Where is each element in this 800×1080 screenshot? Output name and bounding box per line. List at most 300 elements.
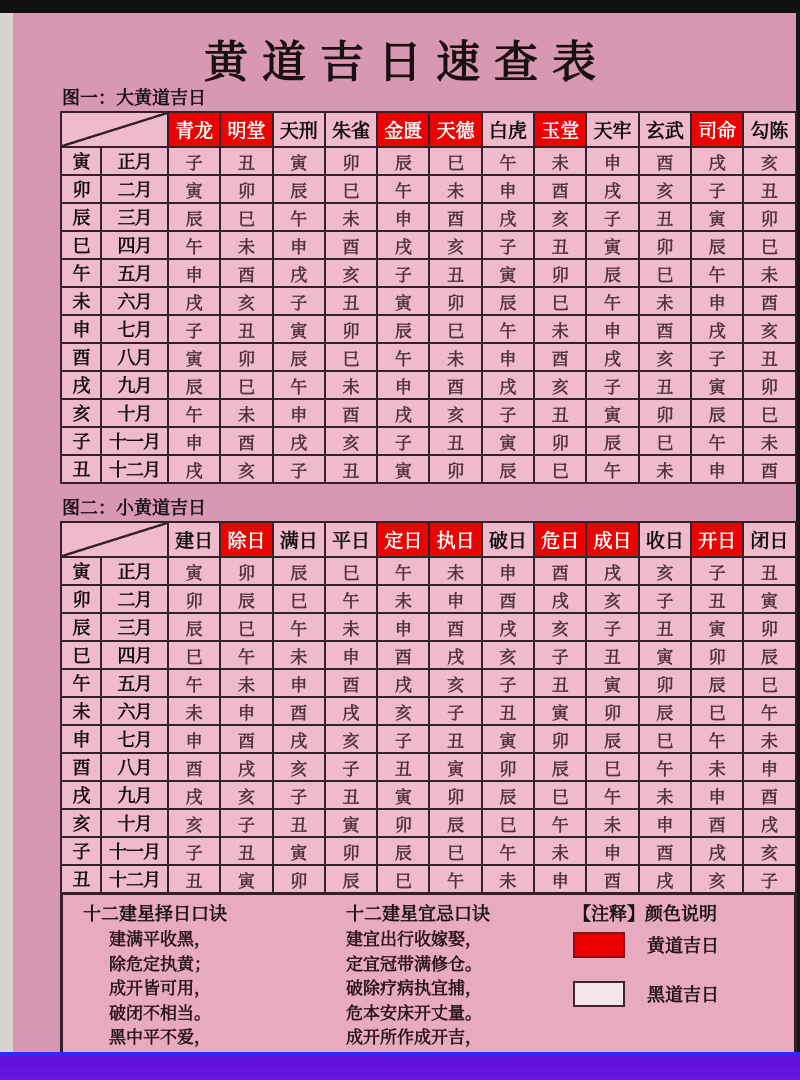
data-cell: 卯 [220, 343, 272, 371]
data-cell: 戌 [482, 203, 534, 231]
data-cell: 寅 [220, 865, 272, 893]
table-row [61, 781, 796, 809]
data-cell: 申 [639, 809, 691, 837]
data-cell: 亥 [429, 399, 481, 427]
data-cell: 寅 [377, 781, 429, 809]
data-cell: 辰 [743, 641, 795, 669]
data-cell: 子 [220, 809, 272, 837]
data-cell: 卯 [586, 697, 638, 725]
data-cell: 丑 [273, 809, 325, 837]
data-cell: 卯 [429, 781, 481, 809]
data-cell: 子 [273, 455, 325, 483]
table-row [61, 809, 796, 837]
data-cell: 寅 [691, 613, 743, 641]
data-cell: 申 [168, 259, 220, 287]
month-cell: 二月 [101, 585, 168, 613]
data-cell: 未 [482, 865, 534, 893]
data-cell: 辰 [691, 231, 743, 259]
data-cell: 午 [168, 231, 220, 259]
data-cell: 子 [168, 147, 220, 175]
branch-cell: 巳 [61, 231, 101, 259]
data-cell: 戌 [168, 287, 220, 315]
section-label-minor: 图二：小黄道吉日 [62, 498, 206, 518]
data-cell: 丑 [586, 641, 638, 669]
data-cell: 申 [273, 669, 325, 697]
data-cell: 丑 [429, 427, 481, 455]
column-header: 天德 [429, 112, 481, 147]
month-cell: 九月 [101, 781, 168, 809]
data-cell: 卯 [429, 455, 481, 483]
data-cell: 亥 [482, 641, 534, 669]
data-cell: 寅 [534, 697, 586, 725]
data-cell: 午 [377, 175, 429, 203]
data-cell: 申 [325, 641, 377, 669]
data-cell: 戌 [482, 371, 534, 399]
data-cell: 亥 [325, 259, 377, 287]
data-cell: 寅 [639, 641, 691, 669]
data-cell: 午 [273, 371, 325, 399]
data-cell: 申 [743, 753, 795, 781]
data-cell: 巳 [534, 455, 586, 483]
page-title: 黄道吉日速查表 [204, 38, 610, 87]
data-cell: 卯 [220, 175, 272, 203]
data-cell: 巳 [534, 781, 586, 809]
branch-cell: 午 [61, 259, 101, 287]
branch-cell: 未 [61, 697, 101, 725]
data-cell: 戌 [586, 175, 638, 203]
data-cell: 戌 [273, 259, 325, 287]
data-cell: 丑 [325, 455, 377, 483]
data-cell: 戌 [429, 641, 481, 669]
table-row [61, 641, 796, 669]
data-cell: 未 [220, 399, 272, 427]
data-cell: 子 [691, 343, 743, 371]
data-cell: 戌 [377, 669, 429, 697]
data-cell: 卯 [743, 371, 795, 399]
data-cell: 申 [377, 203, 429, 231]
data-cell: 未 [743, 427, 795, 455]
rhyme-line: 成开所作成开吉， [346, 1028, 482, 1048]
month-cell: 十二月 [101, 865, 168, 893]
data-cell: 戌 [534, 585, 586, 613]
data-cell: 丑 [220, 315, 272, 343]
data-cell: 卯 [482, 753, 534, 781]
data-cell: 午 [482, 315, 534, 343]
data-cell: 丑 [691, 585, 743, 613]
data-cell: 巳 [220, 613, 272, 641]
table-row [61, 259, 796, 287]
data-cell: 午 [482, 837, 534, 865]
month-cell: 五月 [101, 669, 168, 697]
month-cell: 四月 [101, 231, 168, 259]
data-cell: 午 [220, 641, 272, 669]
branch-cell: 寅 [61, 557, 101, 585]
data-cell: 未 [429, 343, 481, 371]
data-cell: 丑 [534, 669, 586, 697]
data-cell: 戌 [586, 557, 638, 585]
data-cell: 子 [168, 837, 220, 865]
data-cell: 酉 [534, 343, 586, 371]
data-cell: 酉 [325, 399, 377, 427]
data-cell: 子 [691, 557, 743, 585]
data-cell: 戌 [639, 865, 691, 893]
column-header: 闭日 [743, 522, 795, 557]
data-cell: 巳 [325, 175, 377, 203]
data-cell: 卯 [220, 557, 272, 585]
data-cell: 酉 [743, 455, 795, 483]
data-cell: 辰 [168, 613, 220, 641]
data-cell: 辰 [482, 287, 534, 315]
data-cell: 酉 [220, 427, 272, 455]
rhyme-line: 破除疗病执宜捕， [346, 979, 482, 999]
branch-cell: 亥 [61, 399, 101, 427]
branch-cell: 丑 [61, 865, 101, 893]
month-cell: 七月 [101, 315, 168, 343]
branch-cell: 辰 [61, 613, 101, 641]
bottom-progress-bar [0, 1052, 800, 1080]
column-header: 除日 [220, 522, 272, 557]
data-cell: 戌 [168, 455, 220, 483]
header-row [61, 112, 796, 147]
data-cell: 亥 [429, 231, 481, 259]
data-cell: 戌 [325, 697, 377, 725]
data-cell: 丑 [325, 781, 377, 809]
data-cell: 丑 [482, 697, 534, 725]
column-header: 收日 [639, 522, 691, 557]
data-cell: 午 [429, 865, 481, 893]
data-cell: 未 [743, 259, 795, 287]
data-cell: 戌 [482, 613, 534, 641]
rhyme-line: 危本安床开丈量。 [346, 1003, 482, 1024]
data-cell: 子 [691, 175, 743, 203]
data-cell: 午 [534, 809, 586, 837]
data-cell: 寅 [482, 725, 534, 753]
data-cell: 卯 [273, 865, 325, 893]
data-cell: 午 [168, 399, 220, 427]
column-header: 危日 [534, 522, 586, 557]
column-header: 勾陈 [743, 112, 795, 147]
data-cell: 辰 [534, 753, 586, 781]
data-cell: 午 [482, 147, 534, 175]
table-row [61, 371, 796, 399]
data-cell: 亥 [743, 147, 795, 175]
major-huangdao-table [60, 111, 797, 484]
data-cell: 申 [377, 613, 429, 641]
branch-cell: 午 [61, 669, 101, 697]
branch-cell: 申 [61, 315, 101, 343]
rhyme-line: 除危定执黄； [109, 954, 211, 975]
data-cell: 未 [534, 837, 586, 865]
data-cell: 巳 [168, 641, 220, 669]
column-header: 司命 [691, 112, 743, 147]
table-row [61, 203, 796, 231]
data-cell: 未 [377, 585, 429, 613]
data-cell: 子 [639, 585, 691, 613]
data-cell: 巳 [429, 837, 481, 865]
data-cell: 寅 [273, 315, 325, 343]
data-cell: 戌 [691, 147, 743, 175]
data-cell: 未 [639, 781, 691, 809]
data-cell: 申 [586, 147, 638, 175]
data-cell: 辰 [273, 343, 325, 371]
data-cell: 巳 [743, 231, 795, 259]
column-header: 朱雀 [325, 112, 377, 147]
data-cell: 酉 [691, 809, 743, 837]
data-cell: 亥 [639, 175, 691, 203]
data-cell: 未 [325, 203, 377, 231]
data-cell: 辰 [220, 585, 272, 613]
data-cell: 寅 [377, 455, 429, 483]
rhyme-heading: 十二建星择日口诀 [83, 904, 227, 924]
column-header: 建日 [168, 522, 220, 557]
data-cell: 午 [586, 781, 638, 809]
data-cell: 未 [691, 753, 743, 781]
data-cell: 戌 [220, 753, 272, 781]
data-cell: 戌 [377, 399, 429, 427]
data-cell: 丑 [429, 259, 481, 287]
data-cell: 午 [586, 455, 638, 483]
data-cell: 亥 [534, 203, 586, 231]
legend-label: 黄道吉日 [647, 936, 719, 957]
column-header: 玄武 [639, 112, 691, 147]
data-cell: 巳 [482, 809, 534, 837]
data-cell: 未 [639, 455, 691, 483]
branch-cell: 丑 [61, 455, 101, 483]
month-cell: 十月 [101, 809, 168, 837]
branch-cell: 巳 [61, 641, 101, 669]
column-header: 天牢 [586, 112, 638, 147]
data-cell: 巳 [325, 343, 377, 371]
rhyme-line: 定宜冠带满修仓。 [346, 954, 482, 975]
data-cell: 辰 [273, 557, 325, 585]
branch-cell: 申 [61, 725, 101, 753]
month-cell: 六月 [101, 697, 168, 725]
data-cell: 寅 [377, 287, 429, 315]
data-cell: 午 [168, 669, 220, 697]
minor-huangdao-table [60, 521, 797, 894]
data-cell: 巳 [220, 371, 272, 399]
table-row [61, 287, 796, 315]
data-cell: 子 [482, 231, 534, 259]
data-cell: 申 [220, 697, 272, 725]
section-label-major: 图一：大黄道吉日 [62, 88, 206, 108]
data-cell: 寅 [168, 343, 220, 371]
data-cell: 卯 [639, 399, 691, 427]
data-cell: 未 [325, 613, 377, 641]
data-cell: 未 [168, 697, 220, 725]
data-cell: 丑 [168, 865, 220, 893]
legend-item-inauspicious [573, 981, 785, 1007]
data-cell: 午 [377, 343, 429, 371]
data-cell: 戌 [273, 725, 325, 753]
data-cell: 辰 [325, 865, 377, 893]
data-cell: 子 [743, 865, 795, 893]
data-cell: 酉 [482, 585, 534, 613]
data-cell: 辰 [168, 371, 220, 399]
rhyme-suitability [346, 898, 490, 1075]
data-cell: 子 [429, 697, 481, 725]
data-cell: 亥 [168, 809, 220, 837]
data-cell: 子 [273, 287, 325, 315]
month-cell: 十一月 [101, 837, 168, 865]
data-cell: 酉 [639, 315, 691, 343]
table-row [61, 175, 796, 203]
data-cell: 亥 [377, 697, 429, 725]
data-cell: 子 [168, 315, 220, 343]
data-cell: 子 [325, 753, 377, 781]
rhyme-selection [83, 898, 227, 1075]
data-cell: 丑 [325, 287, 377, 315]
data-cell: 午 [377, 557, 429, 585]
data-cell: 子 [273, 781, 325, 809]
month-cell: 十二月 [101, 455, 168, 483]
data-cell: 巳 [691, 697, 743, 725]
data-cell: 申 [273, 231, 325, 259]
data-cell: 亥 [220, 455, 272, 483]
data-cell: 亥 [220, 287, 272, 315]
header-row [61, 522, 796, 557]
data-cell: 辰 [586, 259, 638, 287]
data-cell: 申 [429, 585, 481, 613]
data-cell: 戌 [743, 809, 795, 837]
data-cell: 辰 [168, 203, 220, 231]
data-cell: 辰 [273, 175, 325, 203]
table-row [61, 427, 796, 455]
data-cell: 戌 [586, 343, 638, 371]
branch-cell: 寅 [61, 147, 101, 175]
branch-cell: 亥 [61, 809, 101, 837]
rhyme-line: 破闭不相当。 [109, 1003, 211, 1024]
data-cell: 卯 [325, 837, 377, 865]
data-cell: 亥 [743, 315, 795, 343]
data-cell: 卯 [377, 809, 429, 837]
data-cell: 戌 [377, 231, 429, 259]
data-cell: 未 [220, 231, 272, 259]
data-cell: 亥 [534, 613, 586, 641]
rhyme-line: 成开皆可用， [109, 979, 211, 999]
data-cell: 申 [586, 837, 638, 865]
data-cell: 子 [534, 641, 586, 669]
column-header: 天刑 [273, 112, 325, 147]
data-cell: 午 [743, 697, 795, 725]
data-cell: 酉 [743, 781, 795, 809]
left-edge-strip [0, 13, 13, 1052]
data-cell: 未 [429, 175, 481, 203]
rhyme-line: 建满平收黑， [109, 930, 211, 950]
column-header: 定日 [377, 522, 429, 557]
table-row [61, 585, 796, 613]
data-cell: 未 [639, 287, 691, 315]
table-row [61, 315, 796, 343]
white-swatch [573, 981, 625, 1007]
data-cell: 卯 [691, 641, 743, 669]
data-cell: 亥 [534, 371, 586, 399]
data-cell: 寅 [586, 669, 638, 697]
rhyme-line: 建宜出行收嫁娶， [346, 930, 482, 950]
data-cell: 亥 [639, 557, 691, 585]
data-cell: 寅 [168, 557, 220, 585]
month-cell: 正月 [101, 557, 168, 585]
data-cell: 申 [482, 557, 534, 585]
data-cell: 未 [743, 725, 795, 753]
data-cell: 巳 [639, 259, 691, 287]
data-cell: 辰 [691, 399, 743, 427]
data-cell: 未 [325, 371, 377, 399]
data-cell: 未 [534, 315, 586, 343]
column-header: 玉堂 [534, 112, 586, 147]
column-header: 破日 [482, 522, 534, 557]
data-cell: 巳 [220, 203, 272, 231]
data-cell: 巳 [429, 315, 481, 343]
month-cell: 九月 [101, 371, 168, 399]
data-cell: 酉 [586, 865, 638, 893]
data-cell: 巳 [639, 427, 691, 455]
data-cell: 寅 [691, 203, 743, 231]
data-cell: 巳 [273, 585, 325, 613]
data-cell: 申 [482, 175, 534, 203]
data-cell: 酉 [377, 641, 429, 669]
data-cell: 酉 [743, 287, 795, 315]
data-cell: 酉 [325, 231, 377, 259]
data-cell: 卯 [743, 203, 795, 231]
data-cell: 丑 [220, 147, 272, 175]
data-cell: 未 [273, 641, 325, 669]
month-cell: 三月 [101, 203, 168, 231]
data-cell: 酉 [639, 837, 691, 865]
data-cell: 寅 [743, 585, 795, 613]
data-cell: 午 [639, 753, 691, 781]
data-cell: 申 [168, 427, 220, 455]
data-cell: 酉 [534, 175, 586, 203]
data-cell: 卯 [534, 427, 586, 455]
data-cell: 辰 [586, 725, 638, 753]
data-cell: 申 [691, 455, 743, 483]
table-row [61, 725, 796, 753]
data-cell: 子 [482, 669, 534, 697]
month-cell: 正月 [101, 147, 168, 175]
table-row [61, 147, 796, 175]
data-cell: 卯 [534, 259, 586, 287]
column-header: 开日 [691, 522, 743, 557]
table-row [61, 613, 796, 641]
data-cell: 未 [586, 809, 638, 837]
data-cell: 亥 [639, 343, 691, 371]
data-cell: 午 [691, 725, 743, 753]
data-cell: 寅 [482, 259, 534, 287]
column-header: 青龙 [168, 112, 220, 147]
red-swatch [573, 932, 625, 958]
month-cell: 八月 [101, 753, 168, 781]
data-cell: 未 [429, 557, 481, 585]
data-cell: 丑 [534, 399, 586, 427]
table-row [61, 399, 796, 427]
data-cell: 卯 [168, 585, 220, 613]
data-cell: 亥 [325, 427, 377, 455]
data-cell: 午 [586, 287, 638, 315]
notes-box [60, 892, 797, 1066]
data-cell: 亥 [220, 781, 272, 809]
column-header: 执日 [429, 522, 481, 557]
data-cell: 丑 [534, 231, 586, 259]
data-cell: 酉 [429, 203, 481, 231]
data-cell: 寅 [273, 147, 325, 175]
data-cell: 巳 [586, 753, 638, 781]
rhyme-heading: 十二建星宜忌口诀 [346, 904, 490, 924]
data-cell: 子 [377, 427, 429, 455]
data-cell: 申 [273, 399, 325, 427]
color-legend [563, 898, 785, 1007]
data-cell: 酉 [429, 613, 481, 641]
